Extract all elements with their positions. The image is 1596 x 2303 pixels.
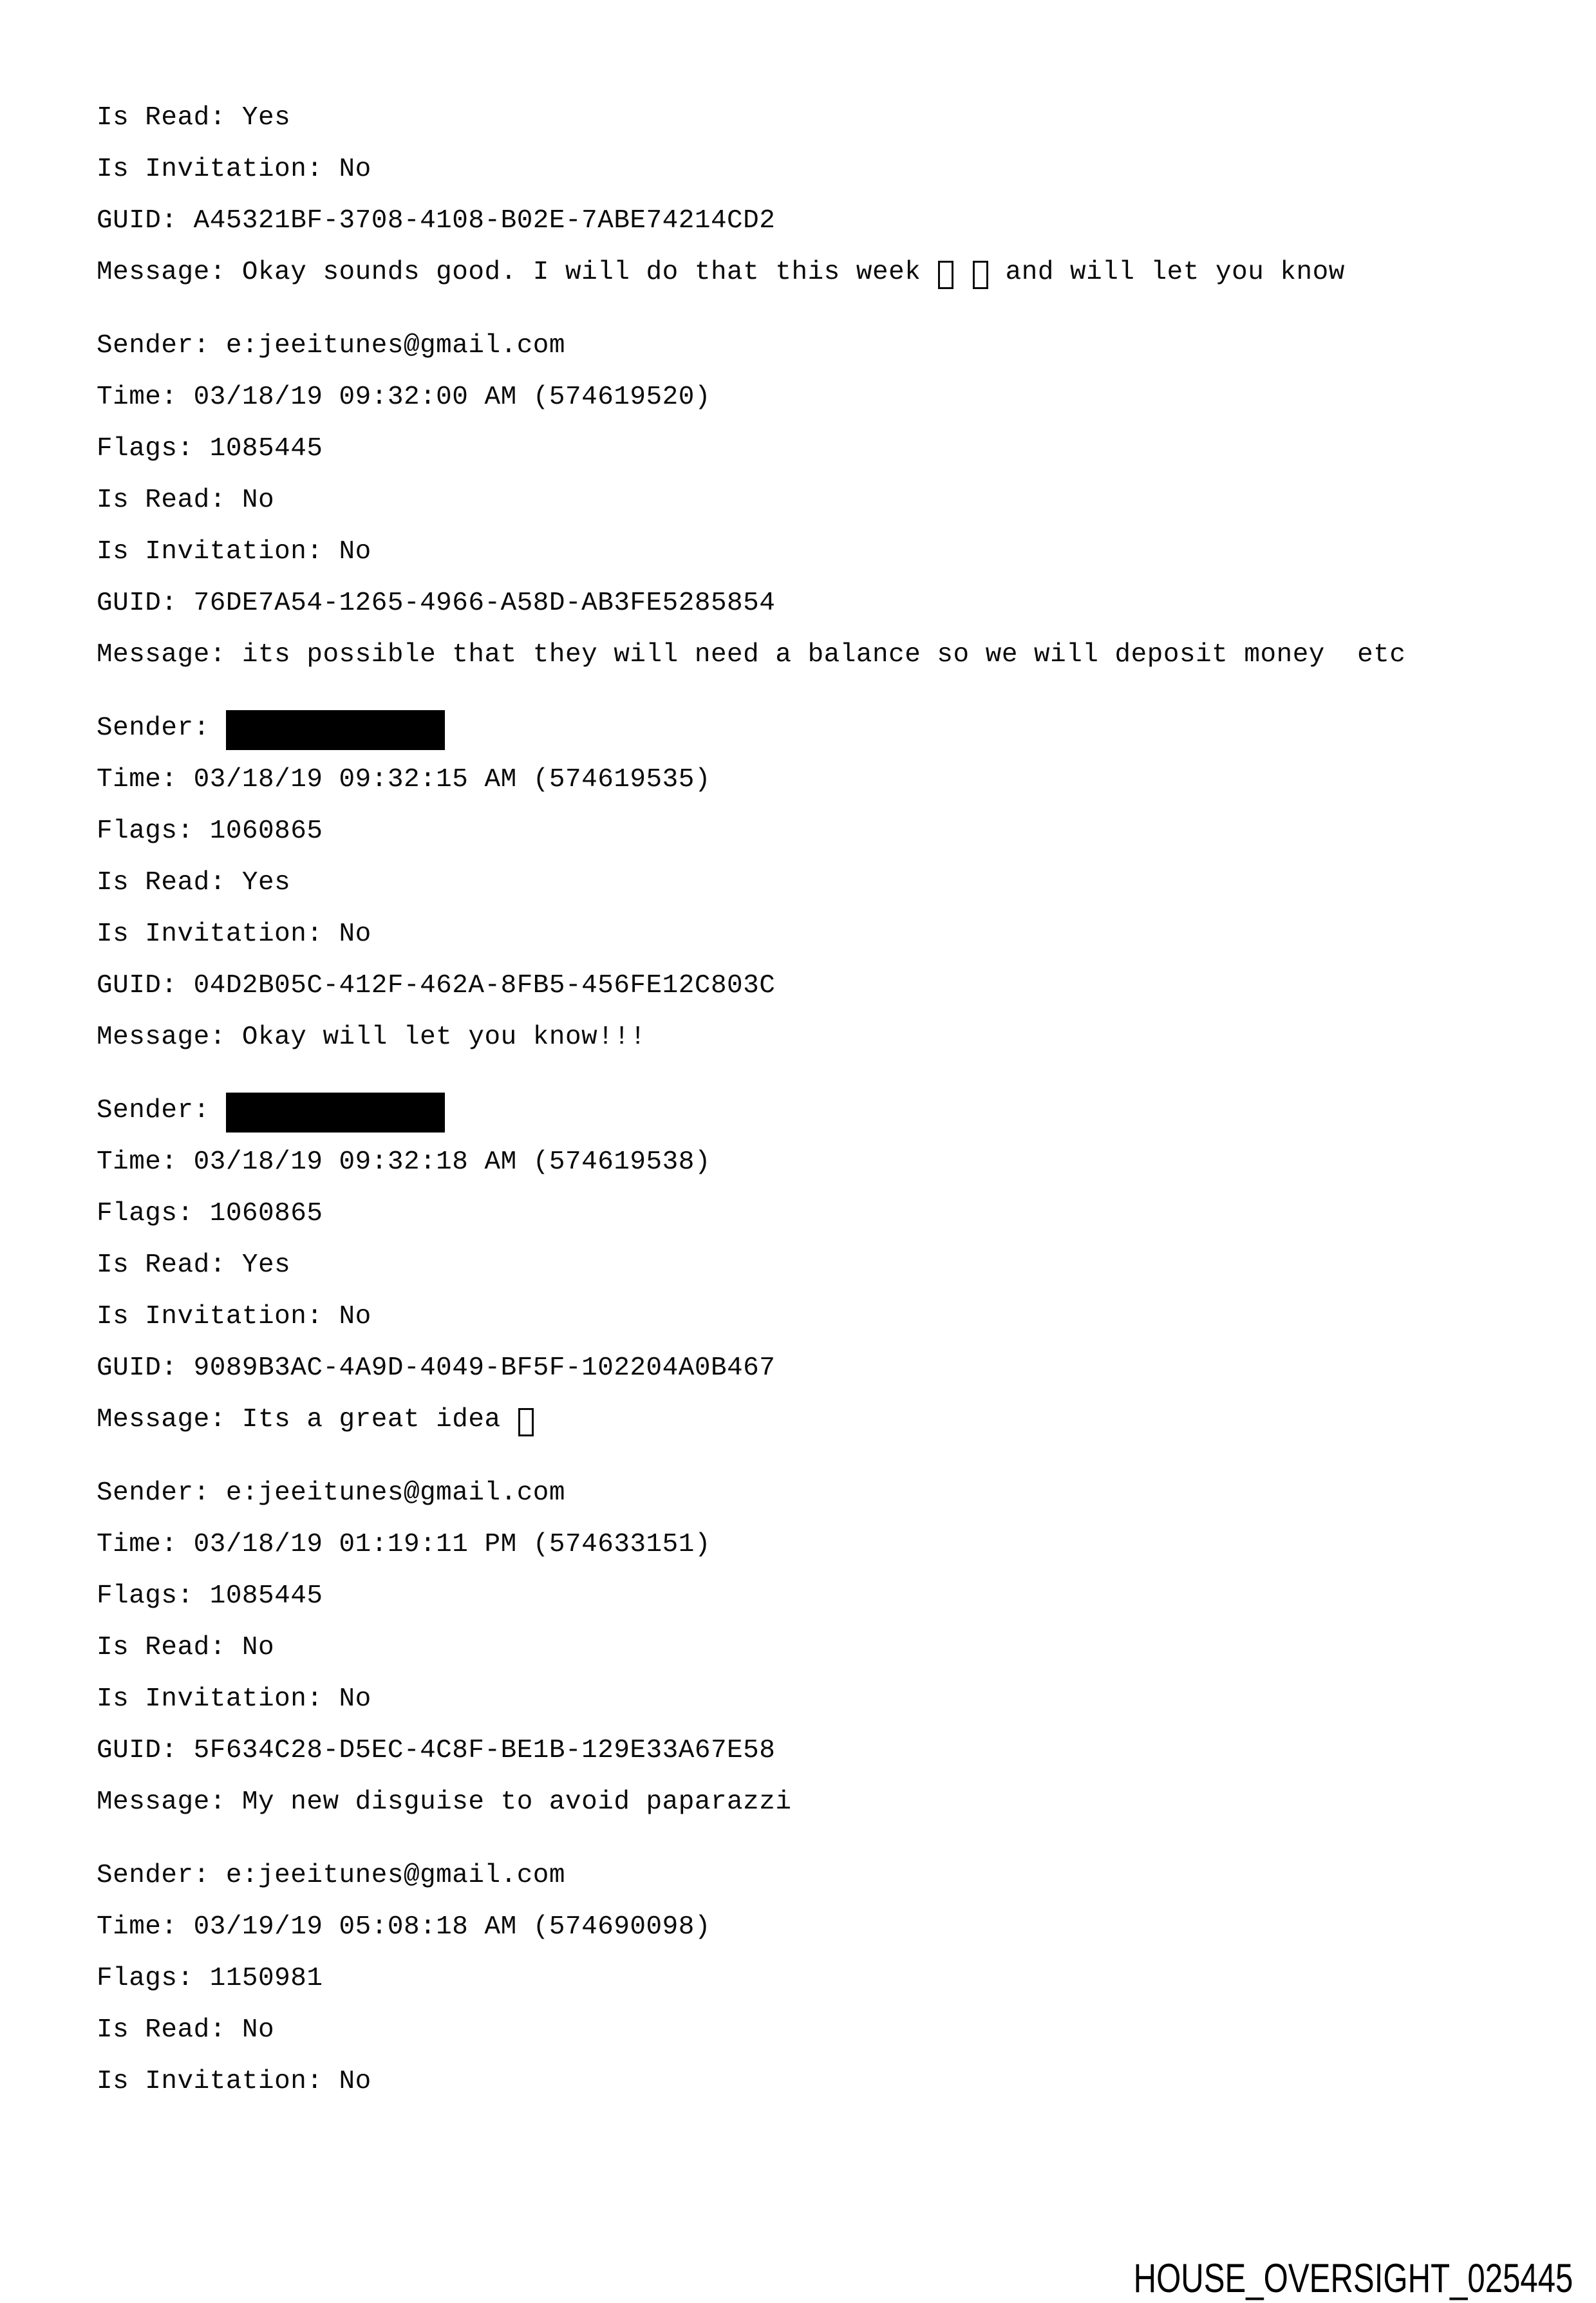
record-field-line: [97, 423, 1513, 475]
field-text: Time: 03/18/19 09:32:00 AM (574619520): [97, 382, 711, 412]
record-field-line: [97, 195, 1513, 247]
field-text: Message: Okay will let you know!!!: [97, 1022, 646, 1052]
field-text: Is Invitation: No: [97, 2067, 371, 2096]
field-text: Time: 03/18/19 01:19:11 PM (574633151): [97, 1530, 711, 1559]
field-text: Message: Okay sounds good. I will do that this week: [97, 258, 937, 287]
message-record: [97, 1850, 1513, 2107]
record-field-line: [97, 754, 1513, 805]
missing-glyph-box-icon: [973, 261, 988, 289]
field-text: Sender: e:jeeitunes@gmail.com: [97, 1861, 566, 1890]
message-record: [97, 702, 1513, 1063]
field-text: Message: its possible that they will need a balance so we will deposit money etc: [97, 640, 1406, 670]
record-field-line: [97, 526, 1513, 578]
message-records-list: [97, 92, 1513, 2107]
field-text: Flags: 1060865: [97, 816, 323, 846]
record-field-line: [97, 1850, 1513, 1901]
field-text: Sender: e:jeeitunes@gmail.com: [97, 331, 566, 361]
field-text: Is Read: Yes: [97, 868, 291, 898]
field-text: Message: My new disguise to avoid paparazzi: [97, 1787, 792, 1817]
field-text: Is Read: No: [97, 2015, 275, 2045]
message-record: [97, 1085, 1513, 1445]
record-field-line: [97, 320, 1513, 371]
record-field-line: [97, 1776, 1513, 1828]
record-field-line: [97, 1901, 1513, 1953]
field-text: Time: 03/18/19 09:32:15 AM (574619535): [97, 765, 711, 794]
record-field-line: [97, 1136, 1513, 1188]
record-field-line: [97, 92, 1513, 144]
record-field-line: [97, 1570, 1513, 1622]
record-field-line: [97, 371, 1513, 423]
message-record: [97, 1467, 1513, 1828]
field-text: Message: Its a great idea: [97, 1405, 517, 1434]
field-text: Is Read: No: [97, 485, 275, 515]
field-text: Is Invitation: No: [97, 537, 371, 567]
field-text: Flags: 1085445: [97, 434, 323, 464]
field-text: Flags: 1085445: [97, 1581, 323, 1611]
record-field-line: [97, 702, 1513, 754]
field-text: Is Invitation: No: [97, 1302, 371, 1331]
record-field-line: [97, 2056, 1513, 2107]
field-text: Is Read: Yes: [97, 1250, 291, 1280]
record-field-line: [97, 1622, 1513, 1673]
record-field-line: [97, 1673, 1513, 1725]
bates-number: HOUSE_OVERSIGHT_025445: [1133, 2256, 1573, 2301]
record-field-line: [97, 805, 1513, 857]
field-text: Is Read: Yes: [97, 103, 291, 133]
field-text: Is Read: No: [97, 1633, 275, 1662]
record-field-line: [97, 1085, 1513, 1136]
record-field-line: [97, 857, 1513, 908]
record-field-line: [97, 1467, 1513, 1519]
field-text: GUID: 76DE7A54-1265-4966-A58D-AB3FE5285854: [97, 588, 776, 618]
field-text: Sender: e:jeeitunes@gmail.com: [97, 1478, 566, 1508]
field-text: [955, 258, 971, 287]
redaction-bar: [226, 1093, 445, 1133]
field-text: and will let you know: [989, 258, 1345, 287]
record-field-line: [97, 960, 1513, 1011]
record-field-line: [97, 629, 1513, 681]
record-field-line: [97, 1342, 1513, 1394]
field-text: Is Invitation: No: [97, 155, 371, 184]
record-field-line: [97, 144, 1513, 195]
record-field-line: [97, 1394, 1513, 1445]
record-field-line: [97, 247, 1513, 298]
record-field-line: [97, 475, 1513, 526]
field-text: Flags: 1060865: [97, 1199, 323, 1228]
field-text: GUID: 5F634C28-D5EC-4C8F-BE1B-129E33A67E58: [97, 1736, 776, 1765]
field-text: Time: 03/18/19 09:32:18 AM (574619538): [97, 1147, 711, 1177]
record-field-line: [97, 1239, 1513, 1291]
field-text: GUID: 9089B3AC-4A9D-4049-BF5F-102204A0B467: [97, 1353, 776, 1383]
field-text: GUID: 04D2B05C-412F-462A-8FB5-456FE12C803C: [97, 971, 776, 1001]
field-text: Sender:: [97, 1096, 226, 1125]
record-field-line: [97, 1725, 1513, 1776]
missing-glyph-box-icon: [518, 1408, 534, 1436]
record-field-line: [97, 2004, 1513, 2056]
field-text: Is Invitation: No: [97, 1684, 371, 1714]
redaction-bar: [226, 710, 445, 750]
field-text: Sender:: [97, 713, 226, 743]
message-record: [97, 92, 1513, 298]
field-text: Time: 03/19/19 05:08:18 AM (574690098): [97, 1912, 711, 1942]
record-field-line: [97, 1188, 1513, 1239]
missing-glyph-box-icon: [938, 261, 953, 289]
field-text: Is Invitation: No: [97, 919, 371, 949]
record-field-line: [97, 1011, 1513, 1063]
record-field-line: [97, 578, 1513, 629]
record-field-line: [97, 908, 1513, 960]
field-text: GUID: A45321BF-3708-4108-B02E-7ABE74214CD2: [97, 206, 776, 236]
record-field-line: [97, 1291, 1513, 1342]
record-field-line: [97, 1953, 1513, 2004]
field-text: Flags: 1150981: [97, 1964, 323, 1993]
record-field-line: [97, 1519, 1513, 1570]
message-record: [97, 320, 1513, 681]
